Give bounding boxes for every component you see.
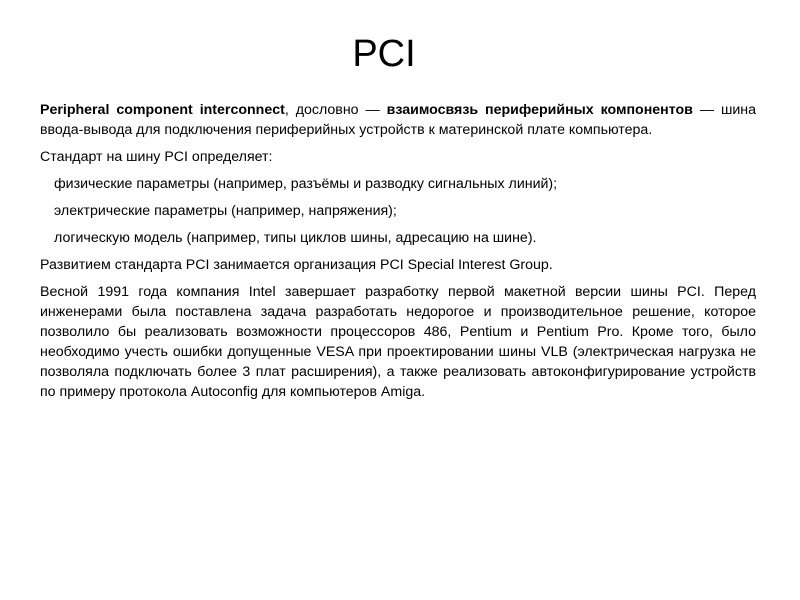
slide-title: PCI — [352, 33, 416, 75]
history-paragraph: Весной 1991 года компания Intel завершает разработку первой макетной версии шины PCI. Перед инженерами была поставлена задача разработать недорогое и производительное решение, которое позволило бы реализовать возможности процессоров 486, Pentium и Pentium Pro. Кроме того, было необходимо учесть ошибки допущенные VESA при проектировании шины VLB (электрическая нагрузка не позволяла подключать более 3 плат расширения), а также реализовать автоконфигурирование устройств по примеру протокола Autoconfig для компьютеров Amiga. — [40, 284, 756, 400]
development-paragraph: Развитием стандарта PCI занимается организация PCI Special Interest Group. — [40, 257, 553, 273]
intro-paragraph — [40, 100, 756, 140]
intro-term: Peripheral component interconnect — [40, 102, 285, 118]
slide-body — [40, 100, 756, 409]
standard-intro: Стандарт на шину PCI определяет: — [40, 149, 273, 165]
standard-item-physical: физические параметры (например, разъёмы и разводку сигнальных линий); — [54, 176, 558, 192]
standard-item-logical: логическую модель (например, типы циклов шины, адресацию на шине). — [54, 230, 537, 246]
standard-item-electrical: электрические параметры (например, напряжения); — [54, 203, 397, 219]
intro-rest: — шина ввода-вывода для подключения периферийных устройств к материнской плате компьютера. — [40, 102, 756, 138]
intro-translation: взаимосвязь периферийных компонентов — [386, 102, 693, 118]
intro-separator: , дословно — — [284, 102, 387, 118]
